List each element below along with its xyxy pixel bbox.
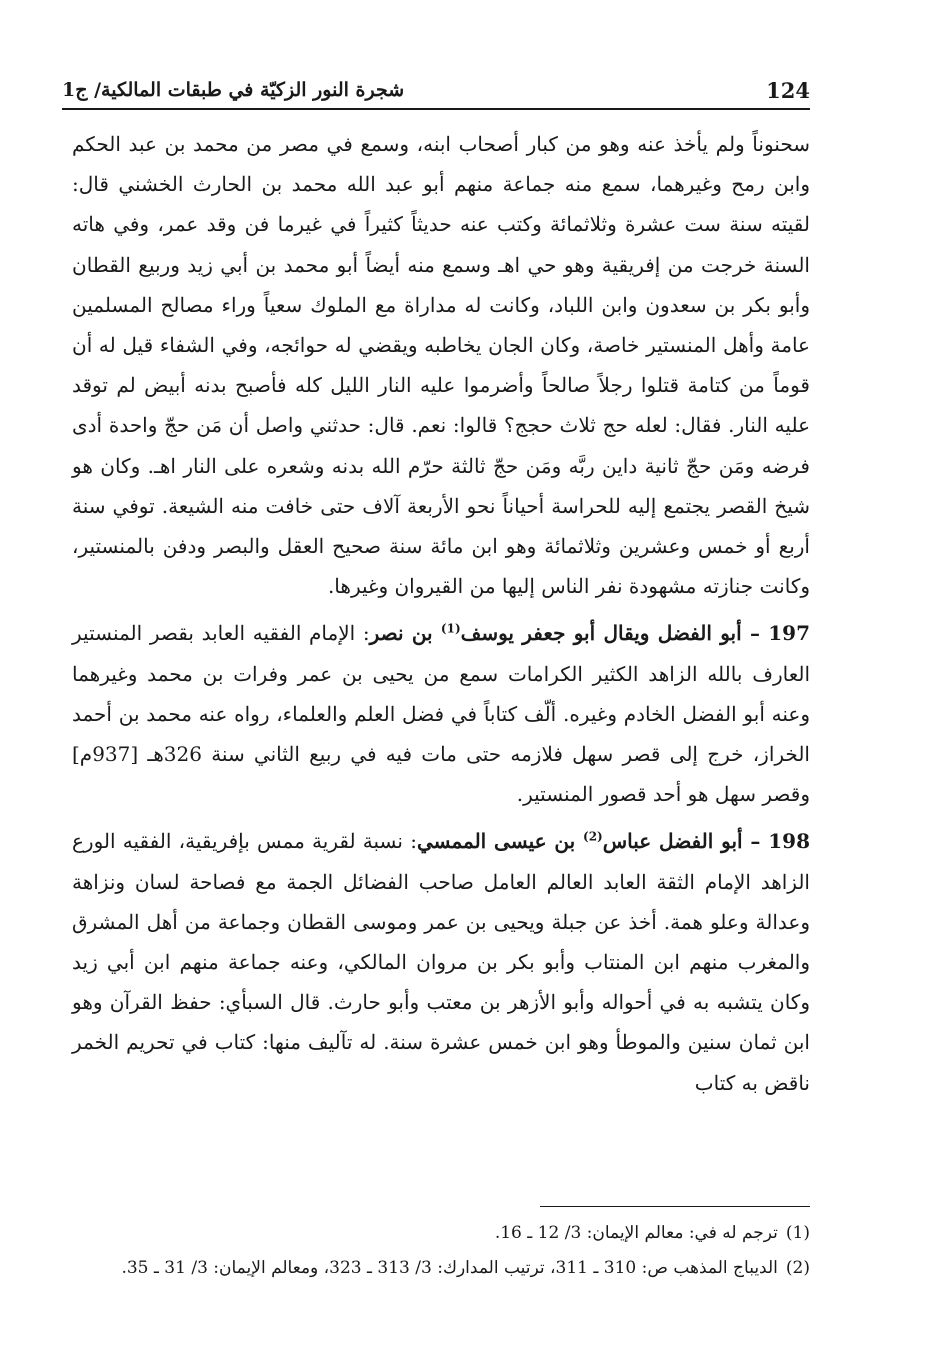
paragraph-text: سحنوناً ولم يأخذ عنه وهو من كبار أصحاب ابنه، وسمع في مصر من محمد بن عبد الحكم وابن رمح وغيرهما، سمع منه جماعة منهم أبو عبد الله محمد بن الحارث الخشني قال: لقيته سنة ست عشرة وثلاثمائة وكتب عنه حديثاً كثيراً في غيرما فن وقد عمر، وفي هاته السنة خرجت من إفريقية وهو حي اهـ وسمع منه أيضاً أبو محمد بن أبي زيد وربيع القطان وأبو بكر بن سعدون وابن اللباد، وكانت له مداراة مع الملوك سعياً وراء مصالح المسلمين عامة وأهل المنستير خاصة، وكان الجان يخاطبه ويقضي له حوائجه، وفي الشفاء قيل له أن قوماً من كتامة قتلوا رجلاً صالحاً وأضرموا عليه النار الليل كله فأصبح بدنه أبيض لم توقد عليه النار. فقال: لعله حج ثلاث حجج؟ قالوا: نعم. قال: حدثني واصل أن مَن حجّ واحدة أدى فرضه ومَن حجّ ثانية داين ربَّه ومَن حجّ ثالثة حرّم الله بدنه وشعره على النار اهـ. وكان هو شيخ القصر يجتمع إليه للحراسة أحياناً نحو الأربعة آلاف حتى خافت منه الشيعة. توفي سنة أربع أو خمس وعشرين وثلاثمائة وهو ابن مائة سنة صحيح العقل والبصر ودفن بالمنستير، وكانت جنازته مشهودة نفر الناس إليها من القيروان وغيرها.: [72, 132, 810, 599]
entry-name-tail: بن نصر: [369, 621, 441, 646]
footnote-text: الديباج المذهب ص: 310 ـ 311، ترتيب المدارك: 3/ 313 ـ 323، ومعالم الإيمان: 3/ 31 ـ 35.: [121, 1258, 778, 1278]
header-rule: [62, 108, 810, 110]
footnote-ref: (2): [583, 829, 603, 844]
footnote-2: [72, 1251, 810, 1286]
footnote-text: ترجم له في: معالم الإيمان: 3/ 12 ـ 16.: [494, 1223, 778, 1243]
running-title: شجرة النور الزكيّة في طبقات المالكية/ ج1: [62, 79, 405, 101]
entry-197: [72, 613, 810, 814]
entry-name: 198 – أبو الفضل عباس: [602, 829, 810, 854]
footnotes: [72, 1216, 810, 1286]
entry-text: : نسبة لقرية ممس بإفريقية، الفقيه الورع الزاهد الإمام الثقة العابد العالم العامل صاحب الفضائل الجمة مع فصاحة لسان ونزاهة وعدالة وعلو همة. أخذ عن جبلة ويحيى بن عمر وموسى القطان وجماعة من أهل المشرق والمغرب منهم ابن المنتاب وأبو بكر بن مروان المالكي، وعنه جماعة منهم ابن أبي زيد وكان يتشبه به في أحواله وأبو الأزهر بن معتب وأبو حارث. قال السبأي: حفظ القرآن وهو ابن ثمان سنين والموطأ وهو ابن خمس عشرة سنة. له تآليف منها: كتاب في تحريم الخمر ناقض به كتاب: [72, 829, 810, 1095]
main-text: [72, 124, 810, 1103]
footnote-1: [72, 1216, 810, 1251]
entry-name-tail: بن عيسى الممسي: [416, 829, 583, 854]
page-number: 124: [766, 77, 810, 103]
page-header: [62, 70, 810, 110]
footnote-number: (2): [785, 1258, 810, 1278]
footnote-number: (1): [785, 1223, 810, 1243]
entry-text: : الإمام الفقيه العابد بقصر المنستير العارف بالله الزاهد الكثير الكرامات سمع من يحيى بن عمر وفرات بن محمد وغيرهما وعنه أبو الفضل الخادم وغيره. ألّف كتاباً في فضل العلم والعلماء، رواه عنه محمد بن أحمد الخراز، خرج إلى قصر سهل فلازمه حتى مات فيه في ربيع الثاني سنة 326هـ [937م] وقصر سهل هو أحد قصور المنستير.: [72, 621, 810, 807]
footnote-rule: [540, 1206, 810, 1207]
entry-198: [72, 821, 810, 1102]
paragraph-continuation: [72, 124, 810, 606]
footnote-ref: (1): [440, 621, 461, 636]
entry-name: 197 – أبو الفضل ويقال أبو جعفر يوسف: [460, 621, 810, 646]
entry-heading: [370, 621, 810, 645]
entry-heading: [417, 829, 810, 853]
